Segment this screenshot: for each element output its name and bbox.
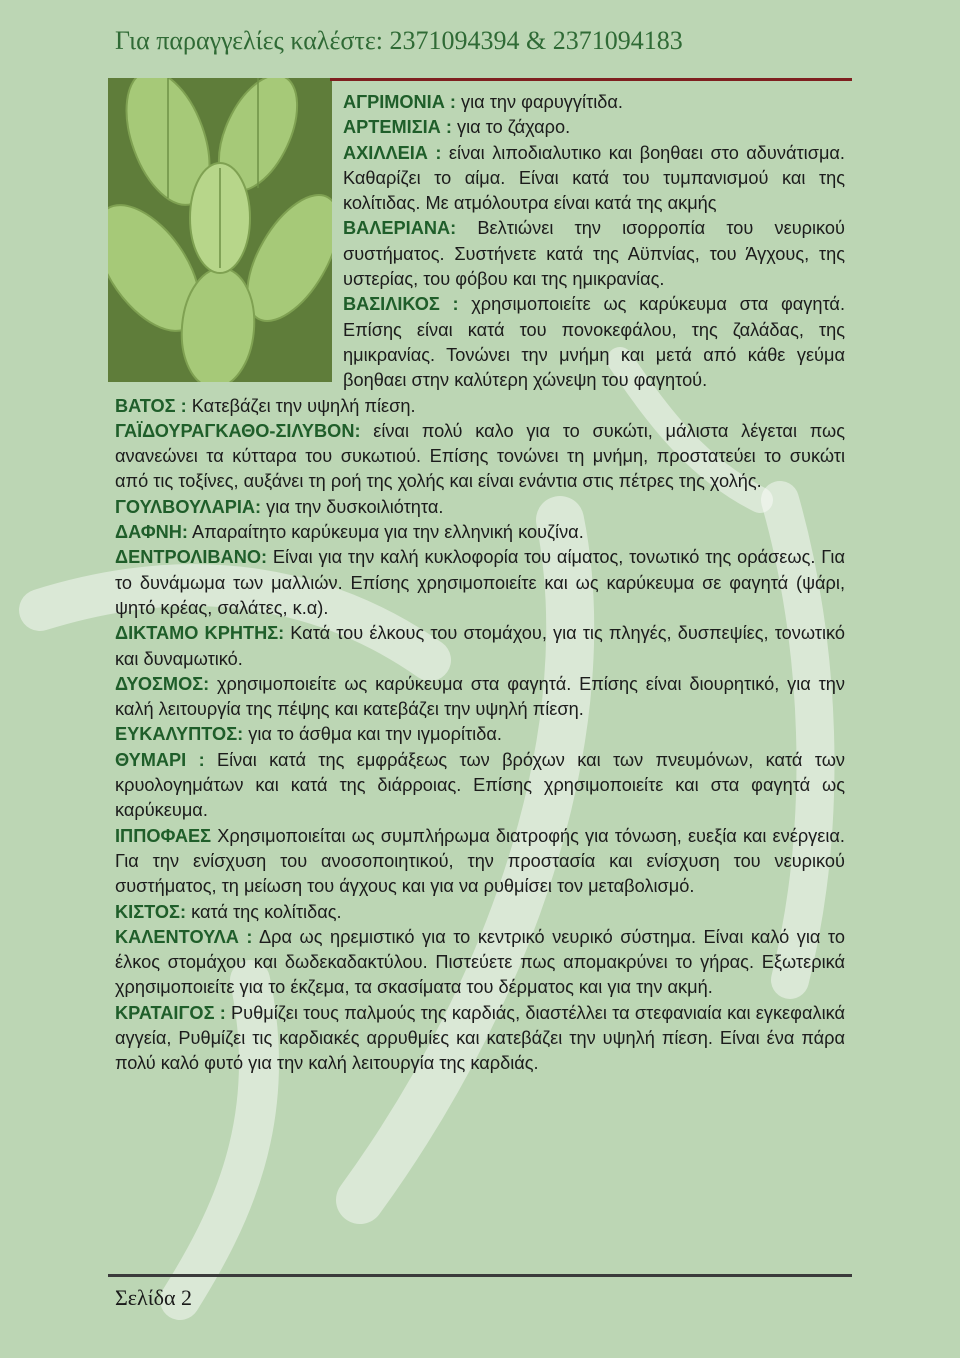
herb-name: ΒΑΣΙΛΙΚΟΣ : bbox=[343, 294, 459, 315]
herb-name: ΒΑΤΟΣ : bbox=[115, 395, 187, 416]
herb-entry bbox=[115, 419, 845, 495]
herb-description: Είναι κατά της εμφράξεως των βρόχων και των πνευμόνων, κατά των κρυολογημάτων και κατά της διάρροιας. Επίσης χρησιμοποιείτε και στα φαγητά ως καρύκευμα. bbox=[115, 749, 845, 821]
herb-entry bbox=[115, 824, 845, 900]
herb-entry bbox=[115, 748, 845, 824]
herb-name: ΚΑΛΕΝΤΟΥΛΑ : bbox=[115, 926, 253, 947]
herb-description: είναι λιποδιαλυτικο και βοηθαει στο αδυνάτισμα. Καθαρίζει το αίμα. Είναι κατά του τυμπανισμού και της κολίτιδας. Με ατμόλουτρα είναι κατά της ακμής bbox=[343, 142, 845, 214]
herb-description: Χρησιμοποιείται ως συμπλήρωμα διατροφής για τόνωση, ευεξία και ενέργεια. Για την ενίσχυση του ανοσοποιητικού, την προστασία και ενίσχυση του νευρικού συστήματος, τη μείωση του άγχους και για να ρυθμίσει τον μεταβολισμό. bbox=[115, 825, 845, 897]
herb-entry bbox=[115, 621, 845, 672]
herb-name: ΑΓΡΙΜΟΝΙΑ : bbox=[343, 92, 456, 112]
herb-entry bbox=[115, 900, 845, 925]
herb-description: είναι πολύ καλο για το συκώτι, μάλιστα λέγεται πως ανανεώνει τα κύτταρα του συκωτιού. Επίσης τονώνει τη μνήμη, προστατεύει το συκώτι από τις τοξίνες, αυξάνει τη ροή της χολής και είναι ενάντια στις πέτρες της χολής. bbox=[115, 420, 845, 492]
herb-name: ΔΕΝΤΡΟΛΙΒΑΝΟ: bbox=[115, 547, 268, 568]
image-text-wrap-area bbox=[115, 90, 343, 378]
herb-name: ΔΑΦΝΗ: bbox=[115, 522, 188, 543]
herb-description: χρησιμοποιείτε ως καρύκευμα στα φαγητά. Επίσης είναι κατά του πονοκεφάλου, της ζαλάδας, της ημικρανίας. Τονώνει την μνήμη και μετά από κάθε γεύμα βοηθαει στην καλύτερη χώνεψη του φαγητού. bbox=[343, 294, 846, 391]
herb-entry bbox=[115, 672, 845, 723]
herb-name: ΑΡΤΕΜΙΣΙΑ : bbox=[343, 117, 452, 138]
herb-description: Είναι για την καλή κυκλοφορία του αίματος, τονωτικό της οράσεως. Για το δυνάμωμα των μαλλιών. Επίσης χρησιμοποιείτε και ως καρύκευμα σε φαγητά (ψάρι, ψητό κρέας, σαλάτες, κ.α). bbox=[115, 547, 845, 618]
herb-name: ΚΙΣΤΟΣ: bbox=[115, 901, 187, 922]
herb-name: ΓΟΥΛΒΟΥΛΑΡΙΑ: bbox=[115, 496, 262, 517]
herb-name: ΔΙΚΤΑΜΟ ΚΡΗΤΗΣ: bbox=[115, 623, 285, 644]
herb-description: Κατεβάζει την υψηλή πίεση. bbox=[186, 395, 416, 416]
herb-description: Κατά του έλκους του στομάχου, για τις πληγές, δυσπεψίες, τονωτικό και δυναμωτικό. bbox=[115, 623, 845, 669]
herb-description: για το ζάχαρο. bbox=[451, 117, 571, 138]
herb-name: ΕΥΚΑΛΥΠΤΟΣ: bbox=[115, 724, 244, 745]
herb-description: Βελτιώνει την ισορροπία του νευρικού συστήματος. Συστήνετε κατά της Αϋπνίας, του Άγχους, της υστερίας, του φόβου και της ημικρανίας. bbox=[343, 218, 845, 290]
herb-entry bbox=[115, 722, 845, 747]
herb-entry bbox=[115, 495, 845, 520]
herb-entry bbox=[115, 1001, 845, 1077]
herb-description: για την δυσκοιλιότητα. bbox=[261, 496, 444, 517]
herb-name: ΙΠΠΟΦΑΕΣ bbox=[115, 825, 212, 846]
herb-description: Απαραίτητο καρύκευμα για την ελληνική κουζίνα. bbox=[187, 522, 584, 543]
herb-entry bbox=[115, 520, 845, 545]
herb-entry bbox=[115, 394, 845, 419]
header-title: Για παραγγελίες καλέστε: 2371094394 & 2371094183 bbox=[115, 26, 683, 55]
herb-description: για την φαρυγγίτιδα. bbox=[455, 92, 623, 112]
herb-name: ΚΡΑΤΑΙΓΟΣ : bbox=[115, 1002, 226, 1023]
header-rule bbox=[330, 78, 852, 81]
herb-description: Ρυθμίζει τους παλμούς της καρδιάς, διαστέλλει τα στεφανιαία και εγκεφαλικά αγγεία, Ρυθμίζει τις καρδιακές αρρυθμίες και κατεβάζει την υψηλή πίεση. Είναι ένα πάρα πολύ καλό φυτό για την καλή λειτουργία της καρδιάς. bbox=[115, 1002, 845, 1074]
page-number: Σελίδα 2 bbox=[115, 1285, 193, 1310]
herb-list bbox=[115, 90, 845, 1077]
herb-name: ΑΧΙΛΛΕΙΑ : bbox=[343, 142, 442, 163]
footer-rule bbox=[108, 1274, 852, 1277]
herb-name: ΓΑΪΔΟΥΡΑΓΚΑΘΟ-ΣΙΛΥΒΟΝ: bbox=[115, 420, 361, 441]
herb-description: κατά της κολίτιδας. bbox=[186, 901, 342, 922]
herb-name: ΔΥΟΣΜΟΣ: bbox=[115, 673, 210, 694]
herb-entry bbox=[115, 545, 845, 621]
herb-entry bbox=[115, 925, 845, 1001]
herb-name: ΘΥΜΑΡΙ : bbox=[115, 749, 205, 770]
herb-name: ΒΑΛΕΡΙΑΝΑ: bbox=[343, 218, 457, 239]
herb-description: χρησιμοποιείτε ως καρύκευμα στα φαγητά. Επίσης είναι διουρητικό, για την καλή λειτουργία της πέψης και κατεβάζει την υψηλή πίεση. bbox=[115, 673, 845, 720]
herb-description: Δρα ως ηρεμιστικό για το κεντρικό νευρικό σύστημα. Είναι καλό για το έλκος στομάχου και δωδεκαδακτύλου. Πιστεύετε πως απομακρύνει το γήρας. Εξωτερικά χρησιμοποιείτε για το έκζεμα, τα σκασίματα του δέρματος και για την ακμή. bbox=[115, 926, 845, 998]
herb-description: για το άσθμα και την ιγμορίτιδα. bbox=[243, 724, 502, 745]
